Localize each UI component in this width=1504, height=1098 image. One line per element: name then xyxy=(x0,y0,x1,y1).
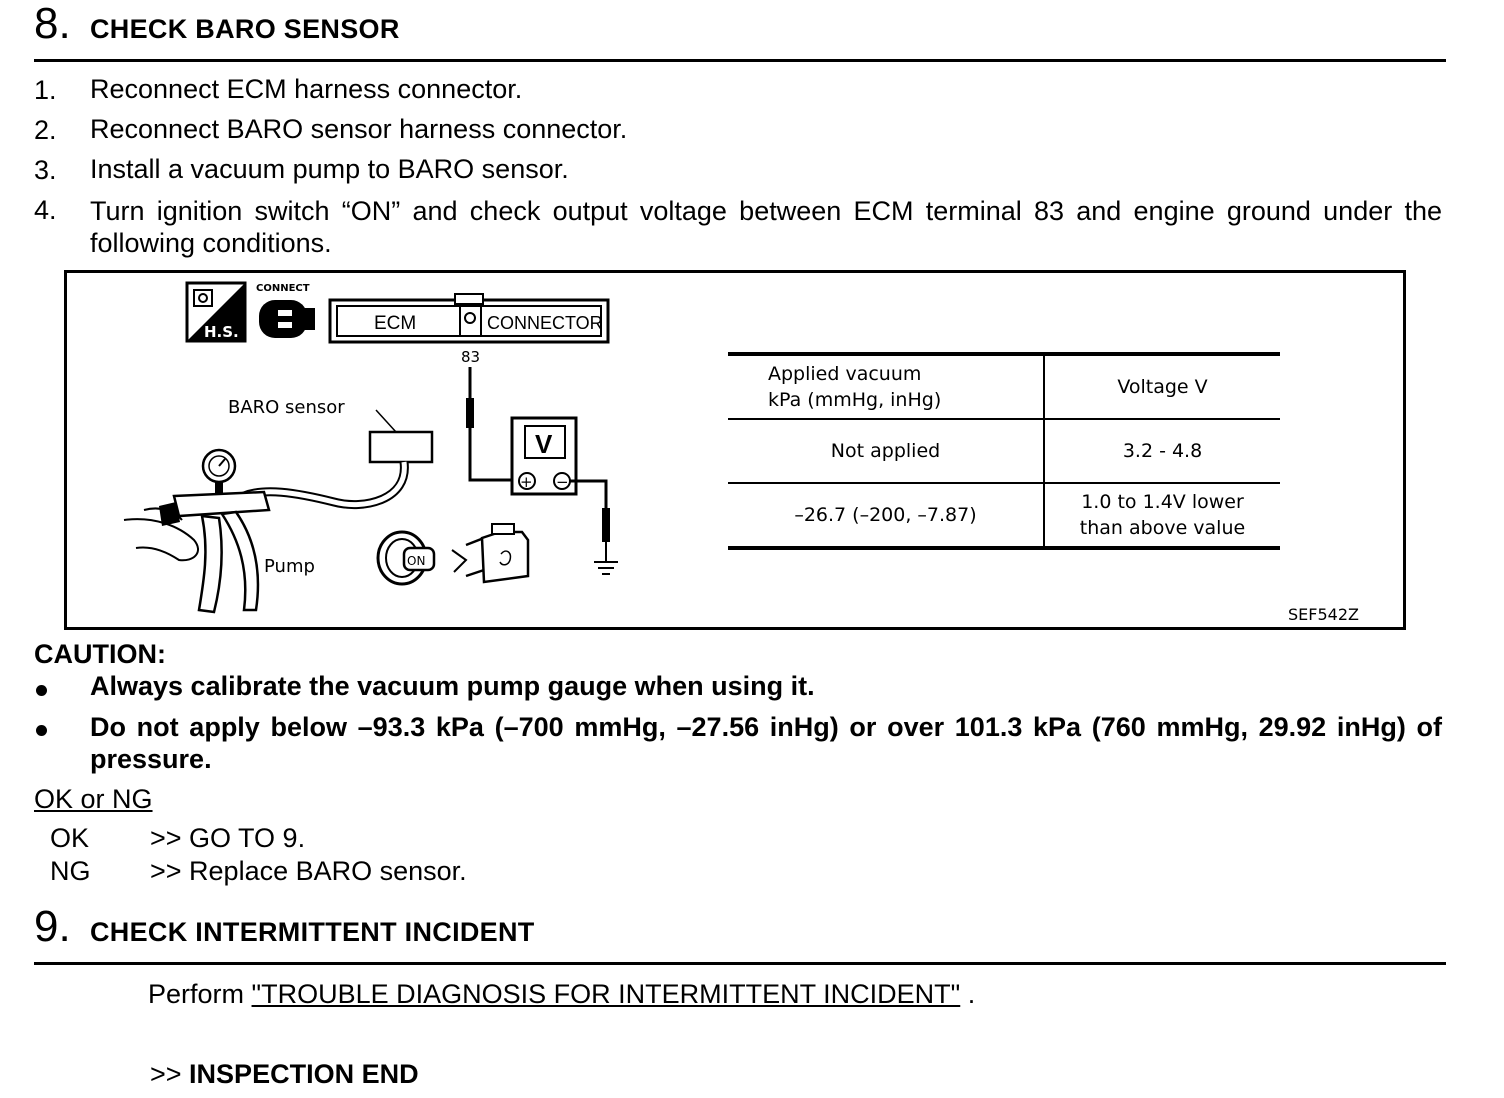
perform-line xyxy=(148,978,975,1010)
list-item-2-text: Reconnect BARO sensor harness connector. xyxy=(90,114,628,144)
step-9-divider xyxy=(34,962,1446,965)
bullet-icon xyxy=(36,685,47,696)
voltmeter-icon xyxy=(512,418,576,494)
inspection-end-prefix: >> xyxy=(150,1059,190,1089)
ok-label: OK xyxy=(50,823,90,853)
step-8-divider xyxy=(34,59,1446,62)
svg-text:CONNECTOR: CONNECTOR xyxy=(487,313,603,333)
step-8-title: CHECK BARO SENSOR xyxy=(90,14,400,44)
table-header-row xyxy=(728,354,1280,419)
perform-suffix: . xyxy=(960,979,976,1009)
figure-code: SEF542Z xyxy=(1288,605,1359,624)
intermittent-incident-link[interactable]: "TROUBLE DIAGNOSIS FOR INTERMITTENT INCIDENT" xyxy=(251,979,961,1009)
ng-action: >> Replace BARO sensor. xyxy=(150,856,467,886)
baro-sensor-label: BARO sensor xyxy=(228,397,345,418)
table-cell: Not applied xyxy=(728,419,1044,483)
ecm-connector xyxy=(330,294,608,342)
baro-sensor-box xyxy=(370,432,432,462)
ok-action: >> GO TO 9. xyxy=(150,823,306,853)
engine-icon xyxy=(452,524,528,582)
step-8-number: 8. xyxy=(34,0,71,48)
list-item-3-number: 3. xyxy=(34,155,57,185)
table-header-cell: Applied vacuum kPa (mmHg, inHg) xyxy=(728,354,1044,419)
ng-label: NG xyxy=(50,856,91,886)
table-cell: 1.0 to 1.4V lower than above value xyxy=(1044,483,1280,548)
terminal-83-label: 83 xyxy=(461,348,481,366)
ignition-key-icon xyxy=(378,532,434,584)
bullet-icon xyxy=(36,725,47,736)
caution-item-1: Always calibrate the vacuum pump gauge when using it. xyxy=(90,671,815,701)
inspection-end-text: INSPECTION END xyxy=(189,1059,419,1089)
table-row xyxy=(728,483,1280,548)
table-cell: –26.7 (–200, –7.87) xyxy=(728,483,1044,548)
list-item-2-number: 2. xyxy=(34,115,57,145)
perform-prefix: Perform xyxy=(148,979,252,1009)
list-item-4-number: 4. xyxy=(34,195,57,225)
step-9-number: 9. xyxy=(34,902,71,951)
connect-plug-icon xyxy=(256,283,315,338)
list-item-1-number: 1. xyxy=(34,75,57,105)
inspection-end xyxy=(150,1058,419,1090)
hs-icon xyxy=(187,283,245,341)
svg-text:CONNECT: CONNECT xyxy=(256,283,310,294)
table-header-cell: Voltage V xyxy=(1044,354,1280,419)
svg-text:V: V xyxy=(535,429,553,459)
step-9-title: CHECK INTERMITTENT INCIDENT xyxy=(90,917,535,947)
svg-text:H.S.: H.S. xyxy=(204,323,239,341)
voltage-table xyxy=(728,352,1280,550)
list-item-4-text: Turn ignition switch “ON” and check output voltage between ECM terminal 83 and engine ground under the following conditions. xyxy=(90,196,1442,258)
svg-text:+: + xyxy=(520,473,533,491)
caution-item-2: Do not apply below –93.3 kPa (–700 mmHg, –27.56 inHg) or over 101.3 kPa (760 mmHg, 29.92 inHg) of pressure. xyxy=(90,712,1442,774)
caution-title: CAUTION: xyxy=(34,639,166,669)
vacuum-pump-icon xyxy=(124,450,269,612)
svg-text:ECM: ECM xyxy=(374,313,417,334)
list-item-3-text: Install a vacuum pump to BARO sensor. xyxy=(90,154,569,184)
pump-label: Pump xyxy=(264,556,315,577)
table-cell: 3.2 - 4.8 xyxy=(1044,419,1280,483)
result-heading: OK or NG xyxy=(34,784,153,814)
list-item-1-text: Reconnect ECM harness connector. xyxy=(90,74,523,104)
table-row xyxy=(728,419,1280,483)
ground-symbol xyxy=(594,562,618,574)
svg-text:−: − xyxy=(556,473,569,491)
svg-text:ON: ON xyxy=(407,554,426,568)
